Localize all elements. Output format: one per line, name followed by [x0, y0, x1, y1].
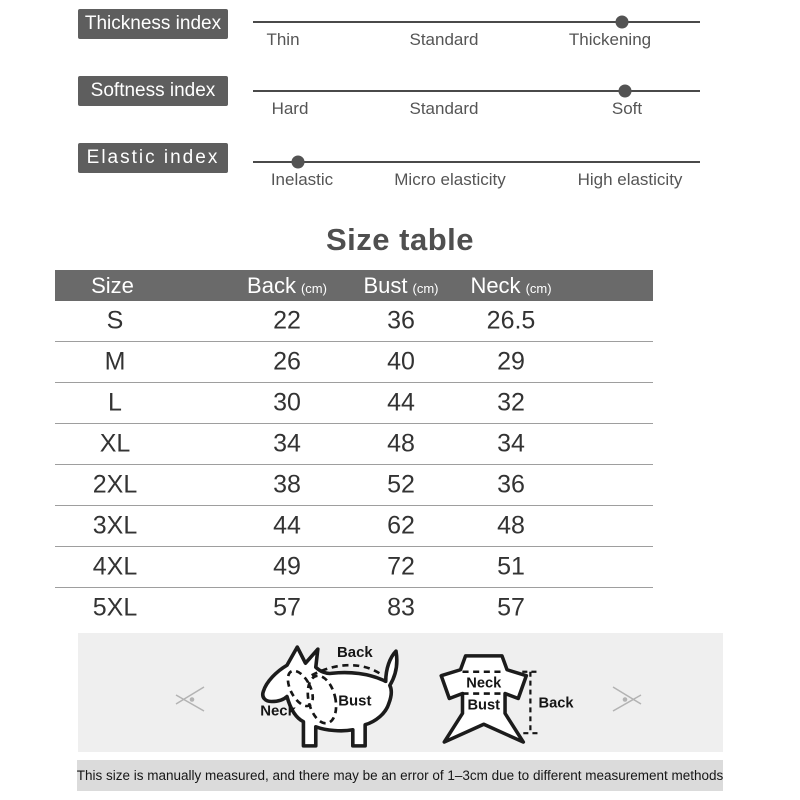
- previous-arrow-icon[interactable]: [171, 680, 209, 718]
- softness-level-standard: Standard: [409, 99, 479, 118]
- cell-size: M: [104, 347, 126, 376]
- header-back-unit: (cm): [300, 280, 327, 296]
- elastic-slider: [253, 161, 700, 213]
- cell-neck: 34: [497, 429, 525, 458]
- header-cell-back: [247, 273, 327, 299]
- cell-bust: 44: [387, 388, 415, 417]
- elastic-slider-track: [253, 161, 700, 163]
- next-arrow-icon[interactable]: [608, 680, 646, 718]
- thickness-slider-dot: [616, 16, 629, 29]
- cell-size: S: [106, 306, 124, 335]
- header-size-label: Size: [91, 272, 134, 298]
- table-row: [55, 547, 653, 588]
- cell-back: 26: [273, 347, 301, 376]
- dog-neck-label: Neck: [260, 703, 296, 720]
- cell-neck: 51: [497, 552, 525, 581]
- cell-size: 4XL: [92, 552, 138, 581]
- elastic-index-label: Elastic index: [86, 147, 220, 168]
- garment-neck-label: Neck: [466, 675, 502, 692]
- size-table-header: [55, 270, 653, 301]
- table-row: [55, 383, 653, 424]
- softness-index-chip: [78, 76, 228, 106]
- elastic-index-chip: [78, 143, 228, 173]
- header-neck-unit: (cm): [525, 280, 552, 296]
- cell-bust: 83: [387, 593, 415, 622]
- cell-size: 5XL: [92, 593, 138, 622]
- header-neck-label: Neck: [470, 272, 521, 298]
- header-cell-bust: [363, 273, 438, 299]
- dog-back-label: Back: [337, 645, 373, 662]
- cell-bust: 62: [387, 511, 415, 540]
- header-back-label: Back: [247, 272, 296, 298]
- cell-neck: 36: [497, 470, 525, 499]
- thickness-slider: [253, 21, 700, 73]
- elastic-slider-dot: [292, 156, 305, 169]
- cell-bust: 36: [387, 306, 415, 335]
- softness-level-soft: Soft: [611, 99, 643, 118]
- elastic-level-micro: Micro elasticity: [394, 170, 506, 189]
- table-row: [55, 424, 653, 465]
- header-bust-unit: (cm): [412, 280, 439, 296]
- softness-slider-track: [253, 90, 700, 92]
- thickness-level-thin: Thin: [266, 30, 300, 49]
- cell-bust: 40: [387, 347, 415, 376]
- cell-back: 49: [273, 552, 301, 581]
- table-row: [55, 465, 653, 506]
- thickness-slider-track: [253, 21, 700, 23]
- dog-measurement-diagram: [252, 639, 432, 755]
- header-bust-label: Bust: [363, 272, 408, 298]
- cell-size: XL: [99, 429, 131, 458]
- elastic-level-inelastic: Inelastic: [270, 170, 334, 189]
- cell-size: 2XL: [92, 470, 138, 499]
- garment-bust-label: Bust: [467, 697, 501, 714]
- dog-outline: [263, 647, 397, 746]
- thickness-level-thickening: Thickening: [568, 30, 652, 49]
- cell-size: L: [108, 388, 122, 417]
- cell-bust: 52: [387, 470, 415, 499]
- table-row: [55, 301, 653, 342]
- size-table: [55, 270, 653, 628]
- cell-bust: 72: [387, 552, 415, 581]
- thickness-level-standard: Standard: [409, 30, 479, 49]
- size-table-title: Size table: [326, 222, 474, 257]
- softness-slider-dot: [618, 85, 631, 98]
- softness-slider: [253, 90, 700, 142]
- cell-neck: 26.5: [486, 306, 536, 335]
- cell-back: 38: [273, 470, 301, 499]
- thickness-index-chip: [78, 9, 228, 39]
- cell-neck: 57: [497, 593, 525, 622]
- table-row: [55, 506, 653, 547]
- cell-size: 3XL: [92, 511, 138, 540]
- thickness-index-label: Thickness index: [84, 13, 222, 34]
- cell-neck: 48: [497, 511, 525, 540]
- garment-measurement-diagram: [425, 646, 577, 750]
- cell-neck: 29: [497, 347, 525, 376]
- cell-back: 30: [273, 388, 301, 417]
- cell-back: 22: [273, 306, 301, 335]
- header-cell-neck: [470, 273, 551, 299]
- table-row: [55, 588, 653, 628]
- softness-level-hard: Hard: [271, 99, 309, 118]
- cell-bust: 48: [387, 429, 415, 458]
- cell-back: 44: [273, 511, 301, 540]
- measurement-disclaimer: [77, 760, 723, 791]
- softness-index-label: Softness index: [90, 80, 216, 101]
- cell-neck: 32: [497, 388, 525, 417]
- disclaimer-text: This size is manually measured, and there may be an error of 1–3cm due to different measurement methods: [76, 768, 724, 783]
- cell-back: 57: [273, 593, 301, 622]
- garment-back-label: Back: [538, 695, 574, 712]
- dog-bust-label: Bust: [338, 693, 372, 710]
- cell-back: 34: [273, 429, 301, 458]
- header-cell-size: [91, 273, 139, 299]
- elastic-level-high: High elasticity: [577, 170, 683, 189]
- table-row: [55, 342, 653, 383]
